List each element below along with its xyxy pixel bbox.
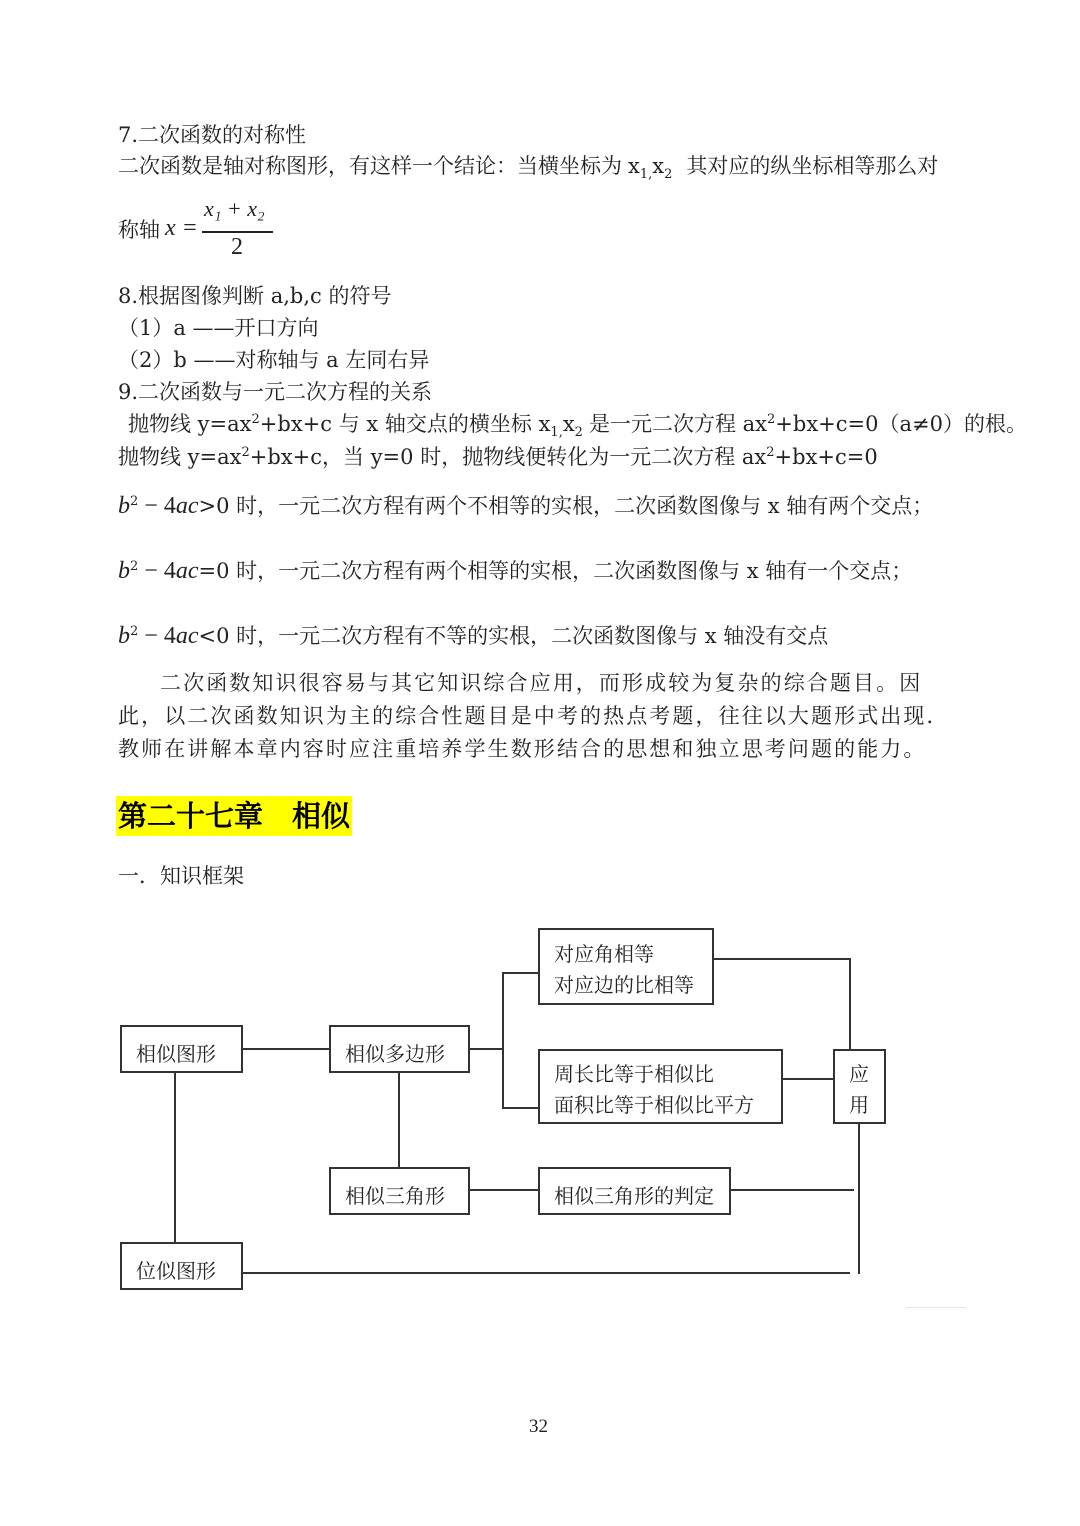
box-triangle-criteria-label: 相似三角形的判定 [554,1184,714,1208]
connector-branch-angles [502,972,539,974]
box-triangle-criteria [538,1167,731,1215]
x2-subscript: 2 [664,167,673,183]
angles-line-1: 对应角相等 [554,942,654,966]
box-homothetic-figures [120,1242,243,1290]
connector-criteria-application [730,1189,854,1191]
summary-paragraph: 二次函数知识很容易与其它知识综合应用，而形成较为复杂的综合题目。因此，以二次函数知识为主的综合性题目是中考的热点考题，往往以大题形式出现．教师在讲解本章内容时应注重培养学生数形结合的思想和独立思考问题的能力。 [118,671,950,761]
disc-ac: ac [175,623,199,649]
faint-rule [906,1307,966,1308]
box-similar-polygons-label: 相似多边形 [345,1042,445,1066]
box-similar-figures [120,1025,243,1073]
disc-ac: ac [175,558,199,584]
application-char-2: 用 [849,1093,869,1117]
section-8-item-2: （2）b ——对称轴与 a 左同右异 [118,348,430,372]
branch-vertical [502,972,504,1109]
symmetry-axis-label: 称轴 [118,218,160,242]
connector-polygons-triangles [398,1071,400,1169]
s9-l1-a: 抛物线 y=ax [128,412,252,436]
s9-l2-c: +bx+c=0 [774,445,878,469]
disc-ac: ac [175,493,199,519]
connector-homothetic-bottom [242,1272,850,1274]
disc-b: b [118,623,130,649]
x1-symbol: x [628,154,640,178]
connector-figures-homothetic [174,1072,176,1244]
disc-minus: − 4 [144,558,176,584]
disc-b: b [118,558,130,584]
ratio-line-2: 面积比等于相似比平方 [554,1093,754,1117]
disc-minus: − 4 [144,623,176,649]
page-number: 32 [529,1416,548,1437]
formula-lhs: x = [165,215,198,241]
angles-line-2: 对应边的比相等 [554,973,694,997]
disc-sup: 2 [130,559,139,574]
connector-branch-ratio [502,1107,539,1109]
box-perimeter-area-ratio [538,1049,783,1124]
connector-angles-down [849,958,851,1051]
s9-l1-c: x [562,412,575,436]
formula-numerator: x₁ + x₂ [204,196,265,221]
section-9-line-1 [128,410,1027,441]
s9-l2-b: +bx+c，当 y=0 时，抛物线便转化为一元二次方程 ax [249,445,767,469]
box-corresponding-angles [538,928,714,1005]
section-7-title: 7.二次函数的对称性 [118,123,307,147]
discriminant-case-1 [118,492,933,520]
disc-minus: − 4 [144,493,176,519]
discriminant-case-3 [118,622,828,650]
disc-sup: 2 [130,624,139,639]
box-similar-figures-label: 相似图形 [136,1042,216,1066]
box-similar-triangles [329,1167,470,1215]
formula-denominator: 2 [231,234,243,260]
connector-polygons-branch [469,1048,503,1050]
x2-symbol: x [652,154,665,178]
s9-l1-sub2: 2 [574,425,583,441]
chapter-heading: 第二十七章 相似 [116,796,352,836]
disc-sup: 2 [130,494,139,509]
connector-ratio-application [781,1078,834,1080]
s9-l2-sup1: 2 [241,445,250,460]
connector-figures-polygons [242,1048,330,1050]
section-7-text-b: 其对应的纵坐标相等那么对 [686,154,939,178]
application-char-1: 应 [849,1062,869,1086]
s9-l1-sup2: 2 [767,412,776,427]
s9-l2-sup2: 2 [766,445,775,460]
connector-angles-top [712,958,851,960]
s9-l1-sub1: 1, [550,425,563,441]
s9-l1-sup1: 2 [251,412,260,427]
section-7-text-a: 二次函数是轴对称图形，有这样一个结论：当横坐标为 [118,154,622,178]
section-8-item-1: （1）a ——开口方向 [118,316,319,340]
section-9-title: 9.二次函数与一元二次方程的关系 [118,380,433,404]
case-3-text: <0 时，一元二次方程有不等的实根，二次函数图像与 x 轴没有交点 [198,624,829,648]
section-8-title: 8.根据图像判断 a,b,c 的符号 [118,284,392,308]
s9-l1-e: +bx+c=0（a≠0）的根。 [775,412,1027,436]
fraction-bar [202,231,273,233]
box-application [833,1049,886,1124]
discriminant-case-2 [118,557,912,585]
connector-application-down [858,1123,860,1274]
ratio-line-1: 周长比等于相似比 [554,1062,714,1086]
connector-triangles-criteria [469,1189,539,1191]
case-1-text: >0 时，一元二次方程有两个不相等的实根，二次函数图像与 x 轴有两个交点； [198,494,934,518]
x1-subscript: 1, [639,167,653,183]
box-similar-triangles-label: 相似三角形 [345,1184,445,1208]
case-2-text: =0 时，一元二次方程有两个相等的实根，二次函数图像与 x 轴有一个交点； [198,559,913,583]
knowledge-framework-subheading: 一．知识框架 [118,864,244,888]
section-9-line-2 [118,443,878,471]
s9-l1-d: 是一元二次方程 ax [588,412,767,436]
box-homothetic-figures-label: 位似图形 [136,1259,216,1283]
s9-l1-b: +bx+c 与 x 轴交点的横坐标 x [259,412,551,436]
s9-l2-a: 抛物线 y=ax [118,445,242,469]
box-similar-polygons [329,1025,470,1073]
section-7-text [118,152,939,183]
disc-b: b [118,493,130,519]
